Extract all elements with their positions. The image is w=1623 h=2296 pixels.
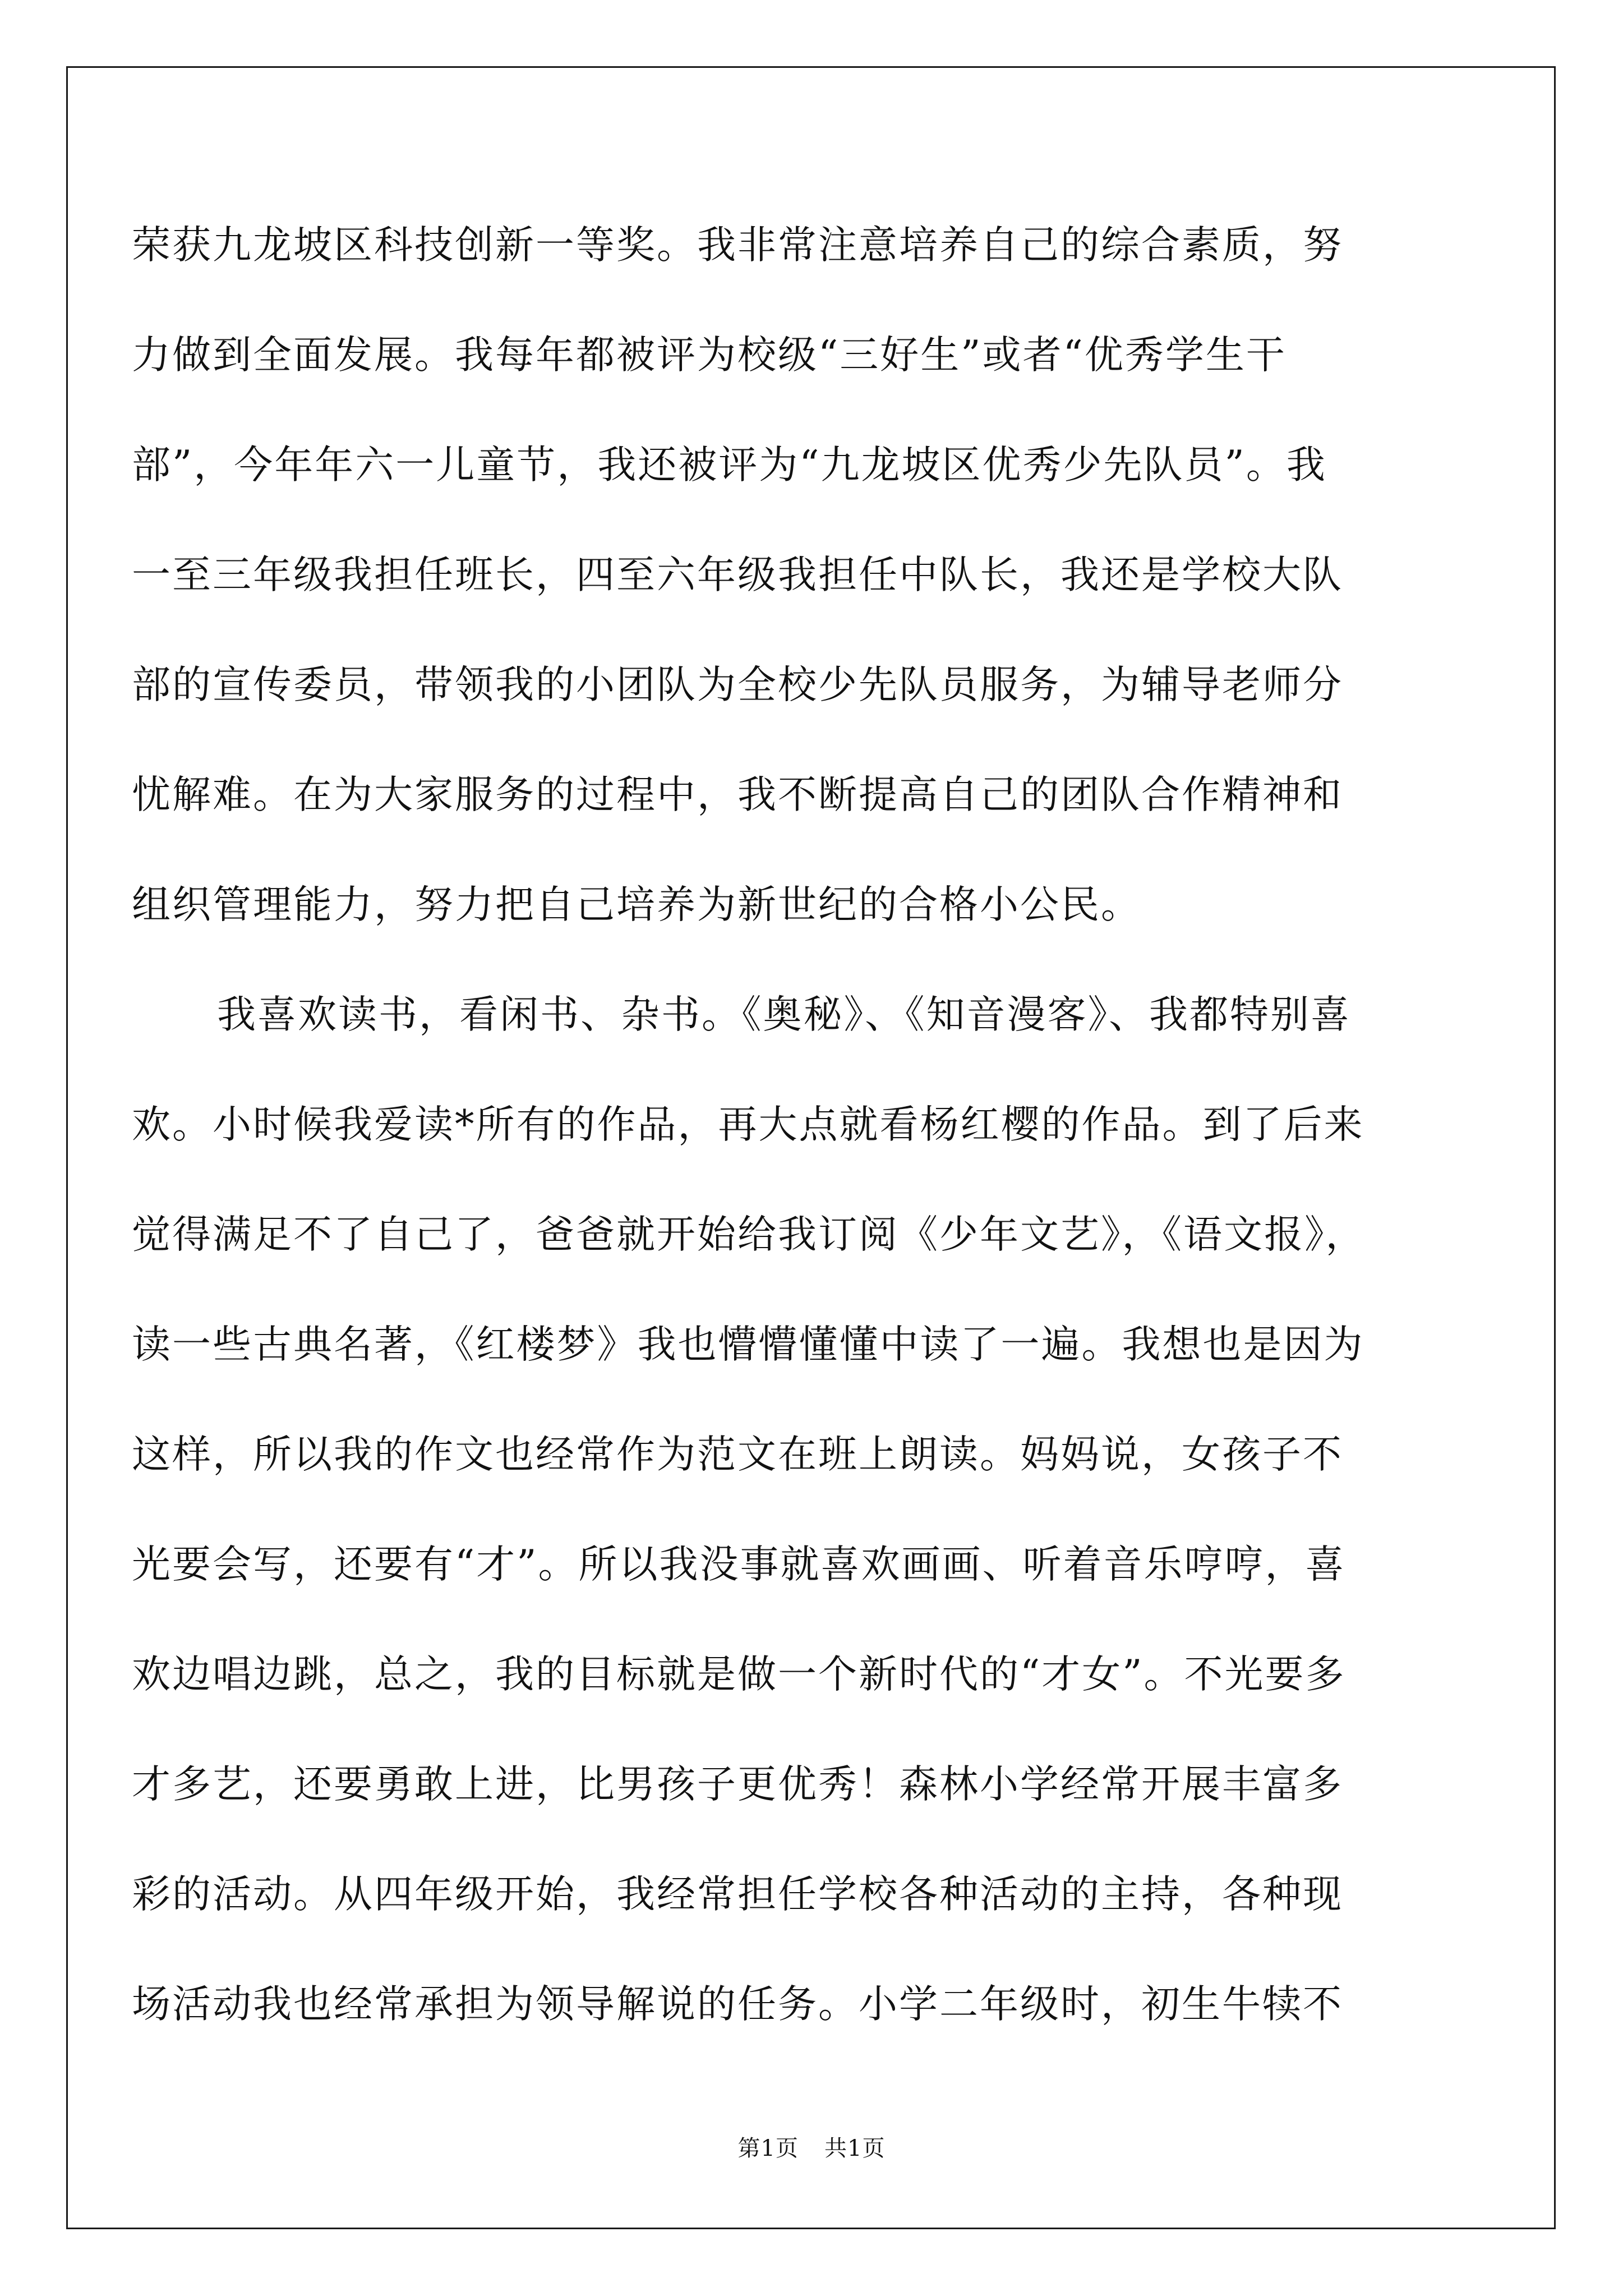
text-line: 组织管理能力，努力把自己培养为新世纪的合格小公民。 (132, 882, 1141, 927)
text-line: 部的宣传委员，带领我的小团队为全校少先队员服务，为辅导老师分 (132, 662, 1343, 707)
text-line: 才多艺，还要勇敢上进，比男孩子更优秀！森林小学经常开展丰富多 (132, 1762, 1343, 1807)
text-line: 欢。小时候我爱读*所有的作品，再大点就看杨红樱的作品。到了后来 (132, 1102, 1364, 1147)
text-line: 这样，所以我的作文也经常作为范文在班上朗读。妈妈说，女孩子不 (132, 1432, 1343, 1477)
page-number: 第1页 (737, 2136, 799, 2161)
text-line: 力做到全面发展。我每年都被评为校级“三好生”或者“优秀学生干 (132, 333, 1287, 378)
text-line: 忧解难。在为大家服务的过程中，我不断提高自己的团队合作精神和 (132, 772, 1343, 817)
text-line: 欢边唱边跳，总之，我的目标就是做一个新时代的“才女”。不光要多 (132, 1652, 1346, 1697)
text-line: 荣获九龙坡区科技创新一等奖。我非常注意培养自己的综合素质，努 (132, 223, 1343, 268)
text-line: 部”，今年年六一儿童节，我还被评为“九龙坡区优秀少先队员”。我 (132, 443, 1327, 487)
text-line: 场活动我也经常承担为领导解说的任务。小学二年级时，初生牛犊不 (132, 1982, 1343, 2027)
paragraph-start-line: 我喜欢读书，看闲书、杂书。《奥秘》、《知音漫客》、我都特别喜 (217, 992, 1351, 1037)
text-line: 觉得满足不了自己了，爸爸就开始给我订阅《少年文艺》，《语文报》， (132, 1212, 1366, 1257)
text-line: 读一些古典名著，《红楼梦》我也懵懵懂懂中读了一遍。我想也是因为 (132, 1322, 1364, 1367)
text-line: 光要会写，还要有“才”。所以我没事就喜欢画画、听着音乐哼哼，喜 (132, 1542, 1346, 1587)
page-footer (0, 2131, 1623, 2162)
page-total: 共1页 (824, 2136, 886, 2161)
text-line: 彩的活动。从四年级开始，我经常担任学校各种活动的主持，各种现 (132, 1872, 1343, 1917)
text-line: 一至三年级我担任班长，四至六年级我担任中队长，我还是学校大队 (132, 553, 1343, 597)
